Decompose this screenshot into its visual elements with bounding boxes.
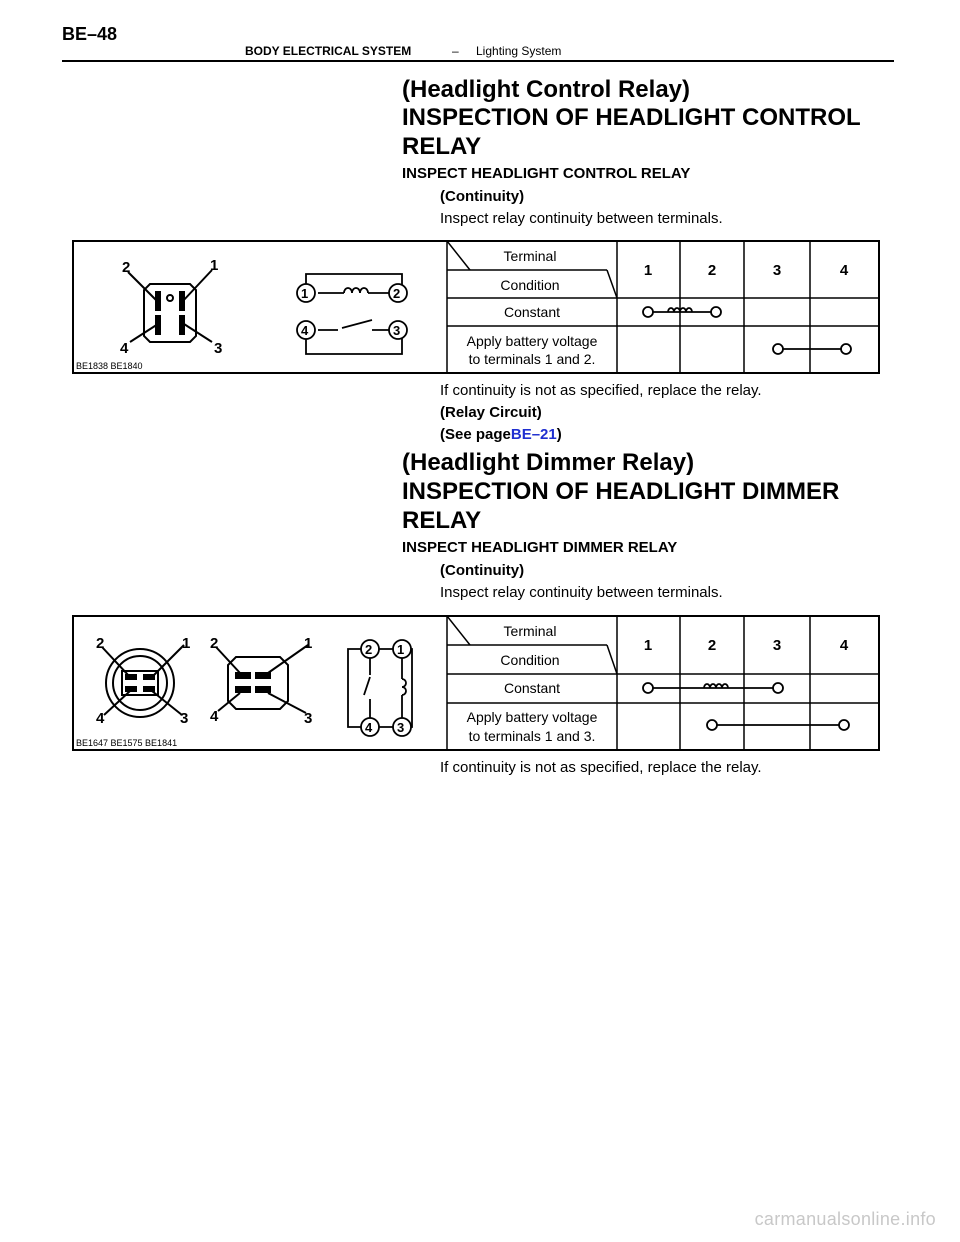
- header-rule: [62, 60, 894, 62]
- table-terminal-number: 4: [839, 262, 849, 279]
- table-header-terminal: Terminal: [503, 248, 557, 264]
- terminal-label: 2: [122, 259, 131, 276]
- circuit-label: 4: [365, 720, 373, 735]
- table-terminal-number: 3: [772, 262, 782, 279]
- subsection-title: Lighting System: [476, 44, 562, 58]
- circuit-label: 1: [301, 286, 309, 301]
- page-number: BE–48: [62, 24, 118, 44]
- table-terminal-number: 3: [772, 637, 782, 654]
- see-page-reference: (See pageBE–21): [440, 426, 562, 443]
- terminal-label: 4: [210, 708, 219, 725]
- table-terminal-number: 2: [707, 637, 717, 654]
- circuit-label: 3: [393, 323, 401, 338]
- circuit-label: 2: [393, 286, 401, 301]
- table-row-voltage-1: Apply battery voltage: [466, 333, 598, 349]
- control-relay-step: INSPECT HEADLIGHT CONTROL RELAY: [402, 165, 691, 182]
- terminal-label: 4: [120, 340, 129, 357]
- terminal-label: 2: [96, 635, 105, 652]
- dimmer-relay-step: INSPECT HEADLIGHT DIMMER RELAY: [402, 539, 678, 556]
- control-relay-heading-2: RELAY: [402, 133, 482, 160]
- control-relay-result: If continuity is not as specified, replace the relay.: [440, 382, 762, 399]
- table-terminal-number: 2: [707, 262, 717, 279]
- header-separator: –: [452, 44, 459, 58]
- terminal-label: 1: [182, 635, 191, 652]
- terminal-label: 3: [214, 340, 223, 357]
- control-relay-title: (Headlight Control Relay): [402, 76, 691, 103]
- terminal-label: 1: [210, 257, 219, 274]
- table-row-voltage-2: to terminals 1 and 2.: [468, 351, 596, 367]
- dimmer-relay-sub-step: (Continuity): [440, 562, 525, 579]
- control-relay-instruction: Inspect relay continuity between terminals.: [440, 210, 723, 227]
- section-title: BODY ELECTRICAL SYSTEM: [245, 44, 412, 58]
- table-terminal-number: 1: [643, 262, 653, 279]
- terminal-label: 1: [304, 635, 313, 652]
- table-header-terminal: Terminal: [503, 623, 557, 639]
- terminal-label: 3: [180, 710, 189, 727]
- dimmer-relay-instruction: Inspect relay continuity between terminals.: [440, 584, 723, 601]
- dimmer-relay-figure: [72, 615, 880, 751]
- watermark: carmanualsonline.info: [754, 1209, 936, 1229]
- figure-code: BE1647 BE1575 BE1841: [76, 738, 178, 748]
- terminal-label: 4: [96, 710, 105, 727]
- circuit-label: 2: [365, 642, 373, 657]
- circuit-label: 1: [397, 642, 405, 657]
- control-relay-figure: [72, 240, 880, 374]
- terminal-label: 2: [210, 635, 219, 652]
- dimmer-relay-title: (Headlight Dimmer Relay): [402, 449, 695, 476]
- table-header-condition: Condition: [500, 277, 560, 293]
- dimmer-relay-heading-2: RELAY: [402, 507, 482, 534]
- table-terminal-number: 4: [839, 637, 849, 654]
- table-row-voltage-2: to terminals 1 and 3.: [468, 728, 596, 744]
- figure-code: BE1838 BE1840: [76, 361, 143, 371]
- control-relay-sub-step: (Continuity): [440, 188, 525, 205]
- dimmer-relay-heading-1: INSPECTION OF HEADLIGHT DIMMER: [402, 478, 840, 505]
- circuit-label: 3: [397, 720, 405, 735]
- relay-circuit-label: (Relay Circuit): [440, 404, 542, 421]
- see-page-link[interactable]: BE–21: [510, 426, 557, 443]
- table-terminal-number: 1: [643, 637, 653, 654]
- terminal-label: 3: [304, 710, 313, 727]
- table-row-constant: Constant: [503, 680, 561, 696]
- dimmer-relay-result: If continuity is not as specified, replace the relay.: [440, 759, 762, 776]
- table-header-condition: Condition: [500, 652, 560, 668]
- circuit-label: 4: [301, 323, 309, 338]
- control-relay-heading-1: INSPECTION OF HEADLIGHT CONTROL: [402, 104, 861, 131]
- table-row-constant: Constant: [503, 304, 561, 320]
- table-row-voltage-1: Apply battery voltage: [466, 709, 598, 725]
